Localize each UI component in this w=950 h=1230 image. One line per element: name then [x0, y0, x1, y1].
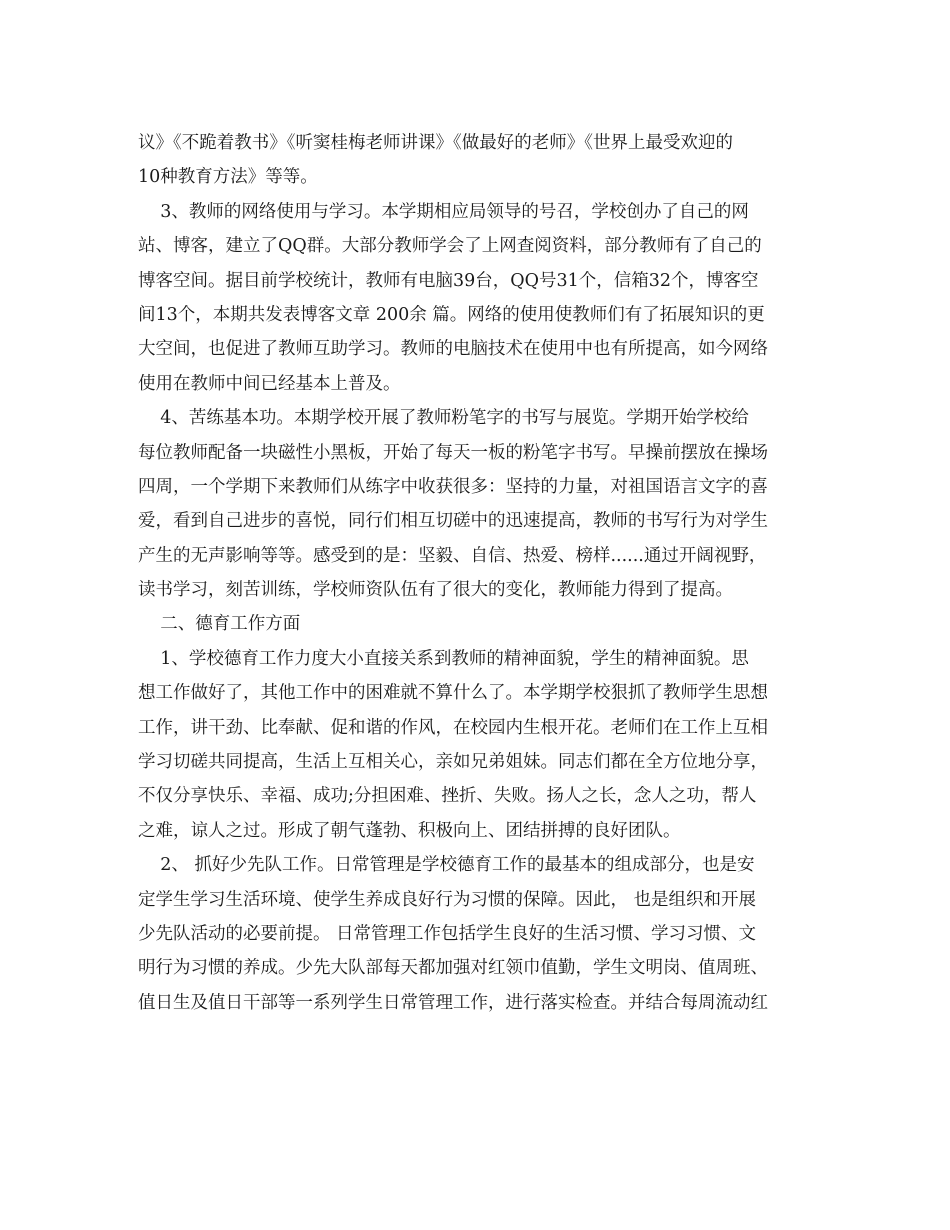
text-line: 产生的无声影响等等。感受到的是：坚毅、自信、热爱、榜样......通过开阔视野， [138, 545, 767, 566]
text-line: 之难，谅人之过。形成了朝气蓬勃、积极向上、团结拼搏的良好团队。 [138, 820, 681, 841]
text-line: 使用在教师中间已经基本上普及。 [138, 373, 401, 394]
text-line: 4、苦练基本功。本期学校开展了教师粉笔字的书写与展览。学期开始学校给 [138, 408, 749, 429]
text-line: 明行为习惯的养成。少先大队部每天都加强对红领巾值勤，学生文明岗、值周班、 [138, 958, 768, 979]
text-line: 值日生及值日干部等一系列学生日常管理工作，进行落实检查。并结合每周流动红 [138, 992, 768, 1013]
text-line: 定学生学习生活环境、使学生养成良好行为习惯的保障。因此， 也是组织和开展 [138, 889, 757, 910]
text-line: 二、德育工作方面 [138, 614, 301, 635]
text-line: 四周，一个学期下来教师们从练字中收获很多：坚持的力量，对祖国语言文字的喜 [138, 476, 768, 497]
text-line: 想工作做好了，其他工作中的困难就不算什么了。本学期学校狠抓了教师学生思想 [138, 683, 768, 704]
text-line: 3、教师的网络使用与学习。本学期相应局领导的号召，学校创办了自己的网 [138, 201, 749, 222]
text-line: 议》《不跪着教书》《听窦桂梅老师讲课》《做最好的老师》《世界上最受欢迎的 [138, 133, 733, 153]
text-line: 1、学校德育工作力度大小直接关系到教师的精神面貌，学生的精神面貌。思 [138, 648, 749, 669]
text-line: 间13个，本期共发表博客文章 200余 篇。网络的使用使教师们有了拓展知识的更 [138, 304, 765, 325]
text-line: 大空间，也促进了教师互助学习。教师的电脑技术在使用中也有所提高，如今网络 [138, 339, 768, 360]
text-line: 2、 抓好少先队工作。日常管理是学校德育工作的最基本的组成部分，也是安 [138, 855, 755, 876]
document-body [138, 126, 818, 1020]
text-line: 博客空间。据目前学校统计，教师有电脑39台，QQ号31个，信箱32个，博客空 [138, 270, 759, 291]
text-line: 10种教育方法》等等。 [138, 167, 318, 188]
text-line: 工作，讲干劲、比奉献、促和谐的作风，在校园内生根开花。老师们在工作上互相 [138, 717, 768, 738]
text-line: 读书学习，刻苦训练，学校师资队伍有了很大的变化，教师能力得到了提高。 [138, 580, 733, 601]
text-line: 少先队活动的必要前提。 日常管理工作包括学生良好的生活习惯、学习习惯、文 [138, 923, 757, 944]
text-line: 站、博客，建立了QQ群。大部分教师学会了上网查阅资料，部分教师有了自己的 [138, 236, 762, 257]
text-line: 每位教师配备一块磁性小黑板，开始了每天一板的粉笔字书写。早操前摆放在操场 [138, 442, 768, 463]
text-line: 不仅分享快乐、幸福、成功;分担困难、挫折、失败。扬人之长，念人之功，帮人 [138, 786, 757, 807]
text-line: 爱，看到自己进步的喜悦，同行们相互切磋中的迅速提高，教师的书写行为对学生 [138, 511, 768, 532]
text-line: 学习切磋共同提高，生活上互相关心，亲如兄弟姐妹。同志们都在全方位地分享， [138, 752, 768, 773]
